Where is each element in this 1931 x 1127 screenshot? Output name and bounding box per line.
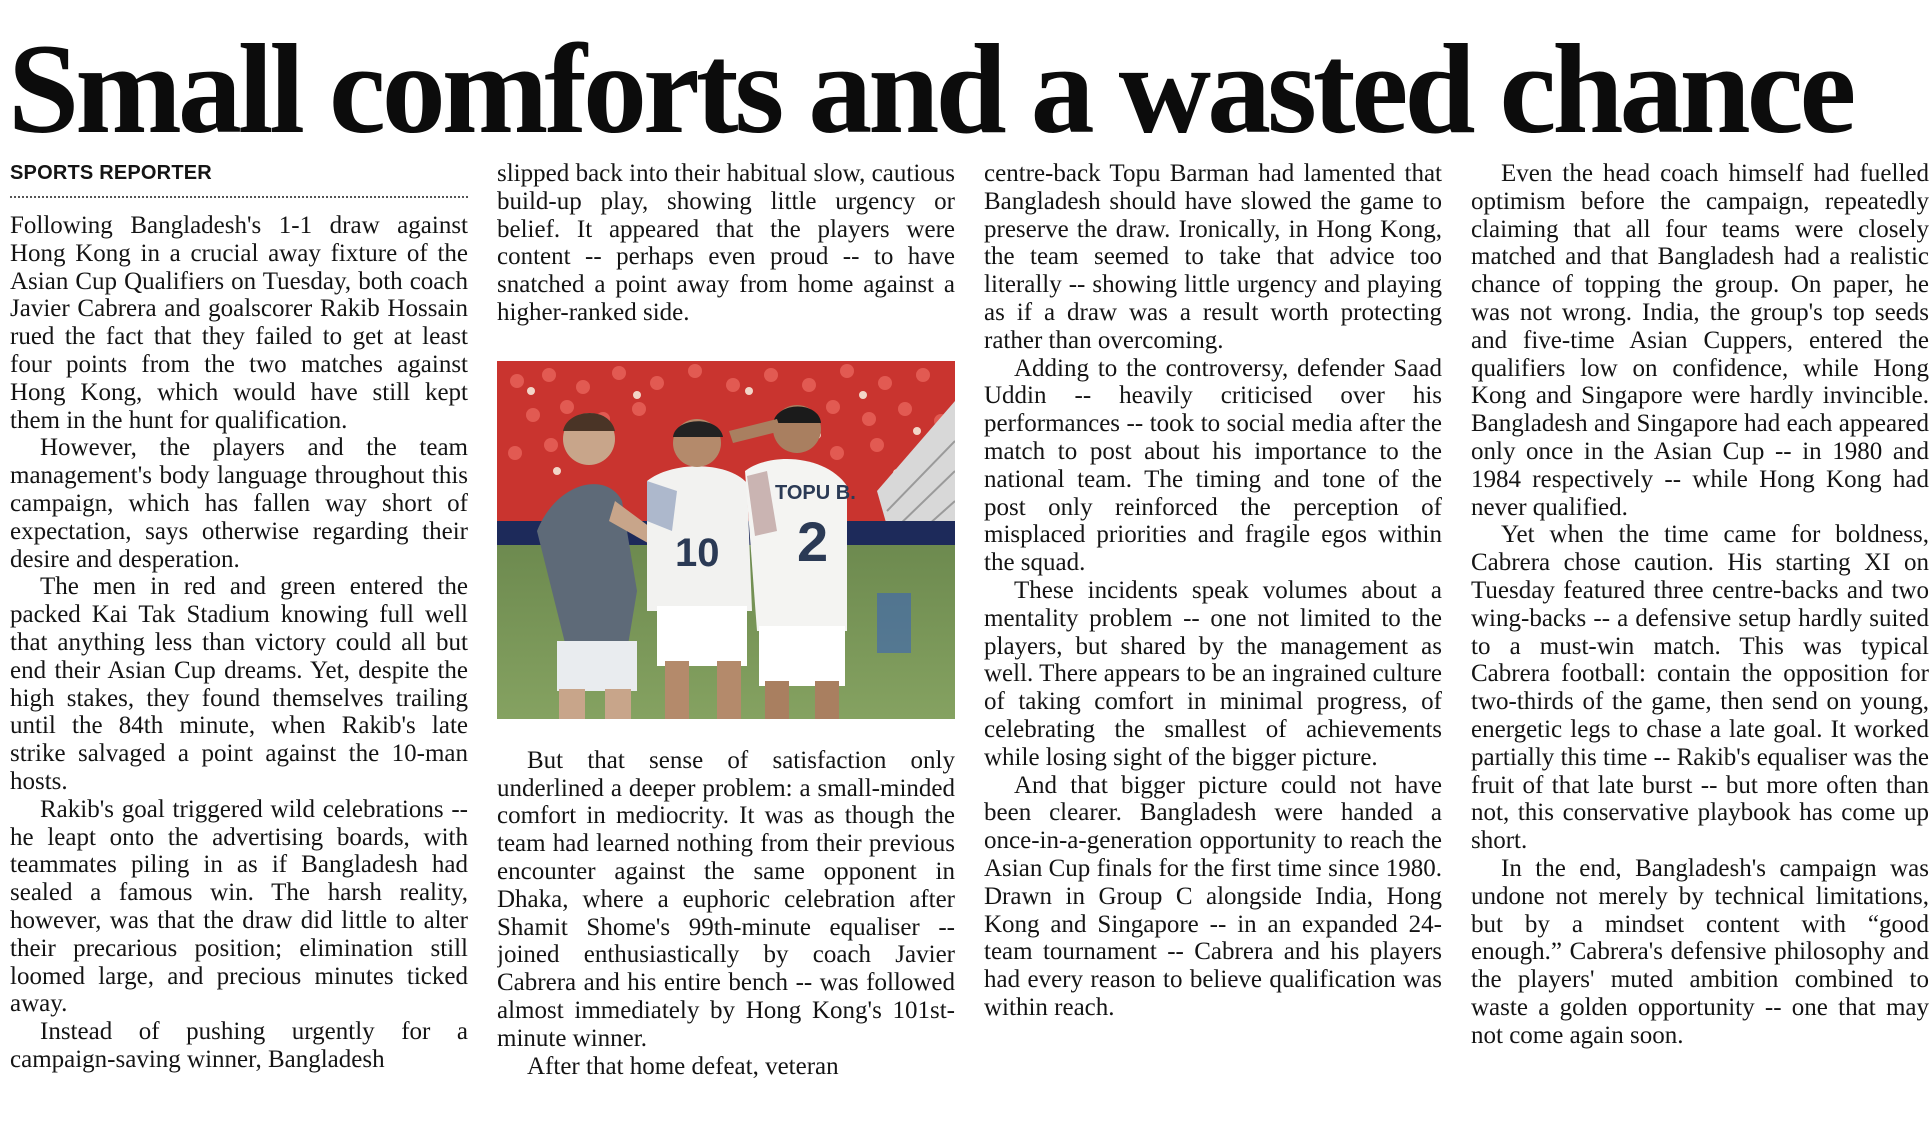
headline: Small comforts and a wasted chance [8, 18, 1853, 160]
paragraph: Instead of pushing urgently for a campaign-saving winner, Bangladesh [10, 1018, 468, 1073]
paragraph: Yet when the time came for boldness, Cabrera chose caution. His starting XI on Tuesday featured three centre-backs and two wing-backs -- a defensive setup hardly suited to a must-win match. This was typical Cabrera football: contain the opposition for two-thirds of the game, then send on young, energetic legs to chase a late goal. It worked partially this time -- Rakib's equaliser was the fruit of that late burst -- but more often than not, this conservative playbook has come up short. [1471, 521, 1929, 855]
paragraph: Following Bangladesh's 1-1 draw against Hong Kong in a crucial away fixture of the Asian Cup Qualifiers on Tuesday, both coach Javier Cabrera and goalscorer Rakib Hossain rued the fact that they failed to get at least four points from the two matches against Hong Kong, which would have still kept them in the hunt for qualification. [10, 212, 468, 434]
match-photo [497, 361, 955, 719]
paragraph: After that home defeat, veteran [527, 1052, 839, 1080]
paragraph: centre-back Topu Barman had lamented that Bangladesh should have slowed the game to preserve the draw. Ironically, in Hong Kong, the team seemed to take that advice too literally -- showing little urgency and playing as if a draw was a result worth protecting rather than overcoming. [984, 160, 1442, 354]
column-3 [984, 160, 1442, 1120]
jersey-number: 10 [675, 530, 720, 575]
column-1 [10, 160, 468, 1120]
celebration-photo-illustration [497, 361, 955, 719]
paragraph: These incidents speak volumes about a mentality problem -- one not limited to the players, but shared by the management as well. There appears to be an ingrained culture of taking comfort in minimal progress, of celebrating the smallest of achievements while losing sight of the bigger picture. [984, 576, 1442, 771]
paragraph: In the end, Bangladesh's campaign was undone not merely by technical limitations, but by a mindset content with “good enough.” Cabrera's defensive philosophy and the players' muted ambition combined to waste a golden opportunity -- one that may not come again soon. [1471, 854, 1929, 1049]
paragraph: But that sense of satisfaction only underlined a deeper problem: a small-minded comfort in mediocrity. It was as though the team had learned nothing from their previous encounter against the same opponent in Dhaka, where a euphoric celebration after Shamit Shome's 99th-minute equaliser -- joined enthusiastically by coach Javier Cabrera and his entire bench -- was followed almost immediately by Hong Kong's 101st-minute winner. [497, 746, 955, 1052]
paragraph: The men in red and green entered the packed Kai Tak Stadium knowing full well that anything less than victory could all but end their Asian Cup dreams. Yet, despite the high stakes, they found themselves trailing until the 84th minute, when Rakib's late strike salvaged a point against the 10-man hosts. [10, 573, 468, 795]
column-2 [497, 160, 955, 1120]
paragraph: However, the players and the team management's body language throughout this campaign, which has fallen way short of expectation, says otherwise regarding their desire and desperation. [10, 434, 468, 573]
paragraph: And that bigger picture could not have been clearer. Bangladesh were handed a once-in-a-generation opportunity to reach the Asian Cup finals for the first time since 1980. Drawn in Group C alongside India, Hong Kong and Singapore -- in an expanded 24-team tournament -- Cabrera and his players had every reason to believe qualification was within reach. [984, 771, 1442, 1021]
paragraph: Even the head coach himself had fuelled optimism before the campaign, repeatedly claiming that all four teams were closely matched and that Bangladesh had a realistic chance of topping the group. On paper, he was not wrong. India, the group's top seeds and five-time Asian Cuppers, entered the qualifiers low on confidence, while Hong Kong and Singapore were hardly invincible. Bangladesh and Singapore had each appeared only once in the Asian Cup -- in 1980 and 1984 respectively -- while Hong Kong had never qualified. [1471, 160, 1929, 521]
byline: SPORTS REPORTER [10, 160, 468, 198]
jersey-name: TOPU B. [775, 481, 856, 504]
column-4 [1471, 160, 1929, 1120]
paragraph: slipped back into their habitual slow, cautious build-up play, showing little urgency or belief. It appeared that the players were content -- perhaps even proud -- to have snatched a point away from home against a higher-ranked side. [497, 160, 955, 326]
paragraph: Rakib's goal triggered wild celebrations -- he leapt onto the advertising boards, with teammates piling in as if Bangladesh had sealed a famous win. The harsh reality, however, was that the draw did little to alter their precarious position; elimination still loomed large, and precious minutes ticked away. [10, 795, 468, 1018]
paragraph: Adding to the controversy, defender Saad Uddin -- heavily criticised over his performances -- took to social media after the match to post about his importance to the national team. The timing and tone of the post only reinforced the perception of misplaced priorities and fragile egos within the squad. [984, 354, 1442, 577]
jersey-number: 2 [797, 509, 829, 573]
